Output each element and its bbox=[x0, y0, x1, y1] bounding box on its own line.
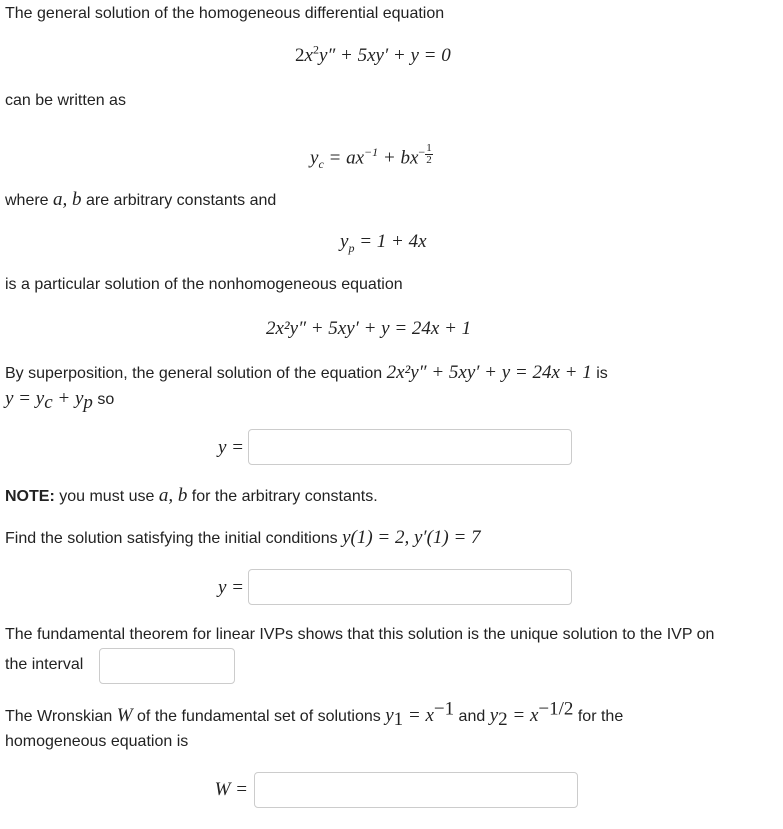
where-text: where a, b are arbitrary constants and bbox=[5, 189, 277, 210]
particular-text: is a particular solution of the nonhomogeneous equation bbox=[5, 276, 403, 293]
intro-text: The general solution of the homogeneous differential equation bbox=[5, 5, 445, 22]
nonhomogeneous-equation: 2x²y″ + 5xy′ + y = 24x + 1 bbox=[266, 318, 472, 339]
fundamental-theorem-text: The fundamental theorem for linear IVPs shows that this solution is the unique solution to the IVP on bbox=[5, 626, 715, 643]
interval-label: the interval bbox=[5, 656, 84, 673]
note-text: NOTE: you must use a, b for the arbitrary constants. bbox=[5, 485, 378, 506]
can-be-written-text: can be written as bbox=[5, 92, 126, 109]
initial-conditions-text: Find the solution satisfying the initial conditions y(1) = 2, y′(1) = 7 bbox=[5, 527, 481, 548]
ivp-solution-input[interactable] bbox=[248, 569, 572, 605]
answer2-label: y = bbox=[217, 577, 244, 598]
wronskian-text: The Wronskian W of the fundamental set of solutions $y_1 = x^{-1}$ and $y_2 = x^{-1/2}$ for the bbox=[5, 698, 624, 731]
yc-equation: $y_c = ax^{-1} + bx^{- \frac{1}{2}}$ bbox=[310, 142, 432, 172]
yp-equation: $y_p = 1 + 4x$ bbox=[340, 231, 427, 255]
homogeneous-equation: $2x^2y'' + 5xy' + y = 0$ bbox=[295, 42, 451, 66]
superposition-text: By superposition, the general solution of the equation 2x²y″ + 5xy′ + y = 24x + 1 is bbox=[5, 362, 608, 383]
wronskian-line2: homogeneous equation is bbox=[5, 733, 189, 750]
interval-input[interactable] bbox=[99, 648, 235, 684]
general-solution-input[interactable] bbox=[248, 429, 572, 465]
answer1-label: y = bbox=[217, 437, 244, 458]
answer3-label: W = bbox=[214, 779, 248, 800]
superposition-line2: $y = y_c + y_p$ so bbox=[5, 388, 115, 414]
wronskian-input[interactable] bbox=[254, 772, 578, 808]
